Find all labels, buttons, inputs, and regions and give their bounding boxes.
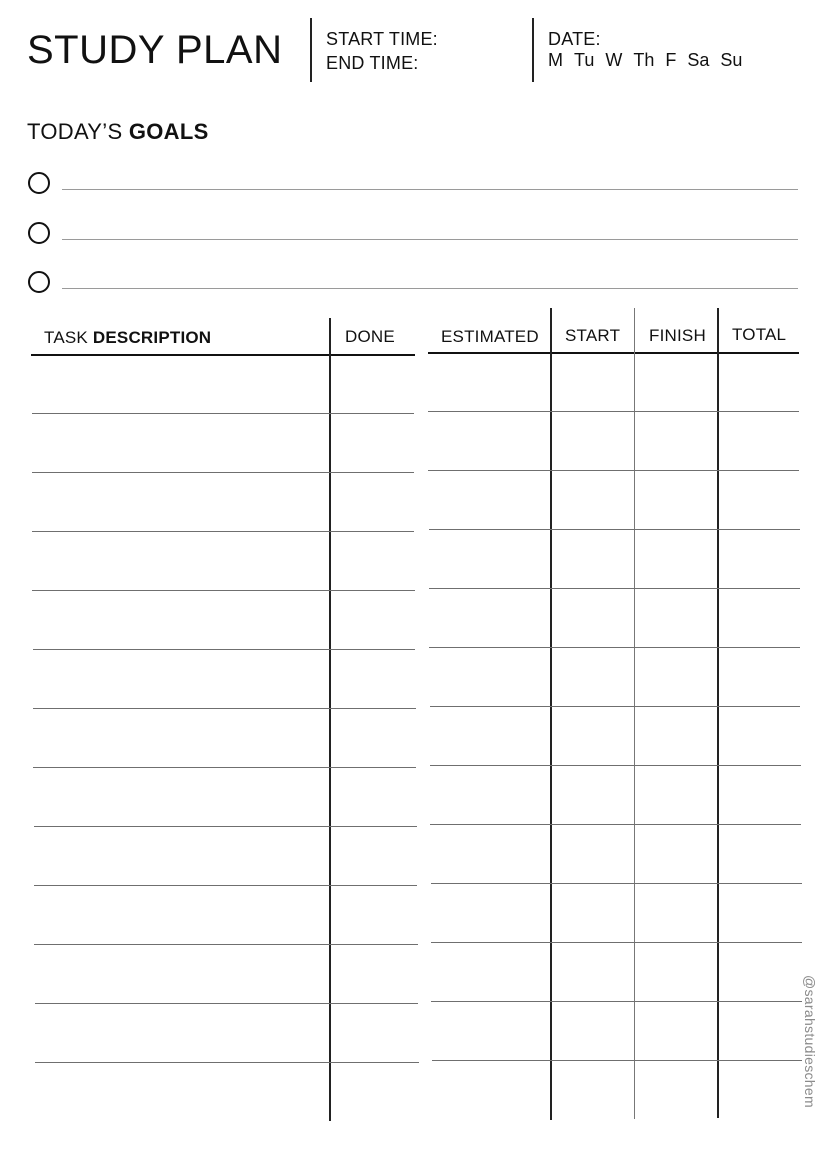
goal-input-line[interactable] <box>62 189 798 190</box>
goals-heading-bold: GOALS <box>128 119 209 144</box>
date-label: DATE: <box>548 29 601 49</box>
table-row[interactable] <box>32 413 414 414</box>
done-header: DONE <box>345 327 395 346</box>
table-row[interactable] <box>33 649 415 650</box>
goals-heading-regular: TODAY’S <box>27 119 123 144</box>
task-description-header <box>44 328 211 348</box>
start-header: START <box>565 326 621 345</box>
weekday-option[interactable]: Su <box>720 50 743 70</box>
table-row[interactable] <box>429 588 800 589</box>
task-header-regular: TASK <box>44 328 88 347</box>
table-row[interactable] <box>34 885 417 886</box>
right-table-header-rule <box>428 352 799 354</box>
weekday-option[interactable]: Tu <box>574 50 595 70</box>
end-time-label: END TIME: <box>326 53 419 73</box>
start-time-label: START TIME: <box>326 29 438 49</box>
watermark: @sarahstudieschem <box>802 975 818 1108</box>
weekday-option[interactable]: F <box>665 50 677 70</box>
table-row[interactable] <box>428 470 799 471</box>
weekday-option[interactable]: Th <box>633 50 655 70</box>
left-table-header-rule <box>31 354 415 356</box>
weekday-option[interactable]: M <box>548 50 563 70</box>
goal-checkbox-icon[interactable] <box>28 222 50 244</box>
table-row[interactable] <box>431 1001 802 1002</box>
goal-checkbox-icon[interactable] <box>28 172 50 194</box>
start-column-divider <box>550 308 552 1120</box>
task-header-bold: DESCRIPTION <box>92 328 212 347</box>
header-divider <box>310 18 312 82</box>
table-row[interactable] <box>34 826 417 827</box>
table-row[interactable] <box>430 824 801 825</box>
goal-checkbox-icon[interactable] <box>28 271 50 293</box>
table-row[interactable] <box>33 767 416 768</box>
total-header: TOTAL <box>732 325 787 344</box>
weekday-option[interactable]: W <box>605 50 623 70</box>
goal-item[interactable] <box>28 271 798 295</box>
finish-header: FINISH <box>649 326 706 345</box>
finish-column-divider <box>634 308 635 1119</box>
header-divider <box>532 18 534 82</box>
table-row[interactable] <box>429 647 800 648</box>
goal-input-line[interactable] <box>62 288 798 289</box>
table-row[interactable] <box>33 708 416 709</box>
done-column-divider <box>329 318 331 1121</box>
weekday-option[interactable]: Sa <box>687 50 710 70</box>
table-row[interactable] <box>32 590 415 591</box>
total-column-divider <box>717 308 719 1118</box>
table-row[interactable] <box>32 472 414 473</box>
goal-item[interactable] <box>28 222 798 246</box>
table-row[interactable] <box>430 706 800 707</box>
table-row[interactable] <box>429 529 800 530</box>
page-title: STUDY PLAN <box>27 28 283 72</box>
table-row[interactable] <box>432 1060 802 1061</box>
table-row[interactable] <box>431 883 802 884</box>
table-row[interactable] <box>35 1003 418 1004</box>
goal-item[interactable] <box>28 172 798 196</box>
goal-input-line[interactable] <box>62 239 798 240</box>
table-row[interactable] <box>34 944 418 945</box>
table-row[interactable] <box>32 531 414 532</box>
goals-heading <box>27 118 209 146</box>
estimated-header: ESTIMATED <box>441 327 539 346</box>
table-row[interactable] <box>428 411 799 412</box>
table-row[interactable] <box>431 942 802 943</box>
table-row[interactable] <box>430 765 801 766</box>
weekday-selector <box>548 50 742 71</box>
table-row[interactable] <box>35 1062 419 1063</box>
